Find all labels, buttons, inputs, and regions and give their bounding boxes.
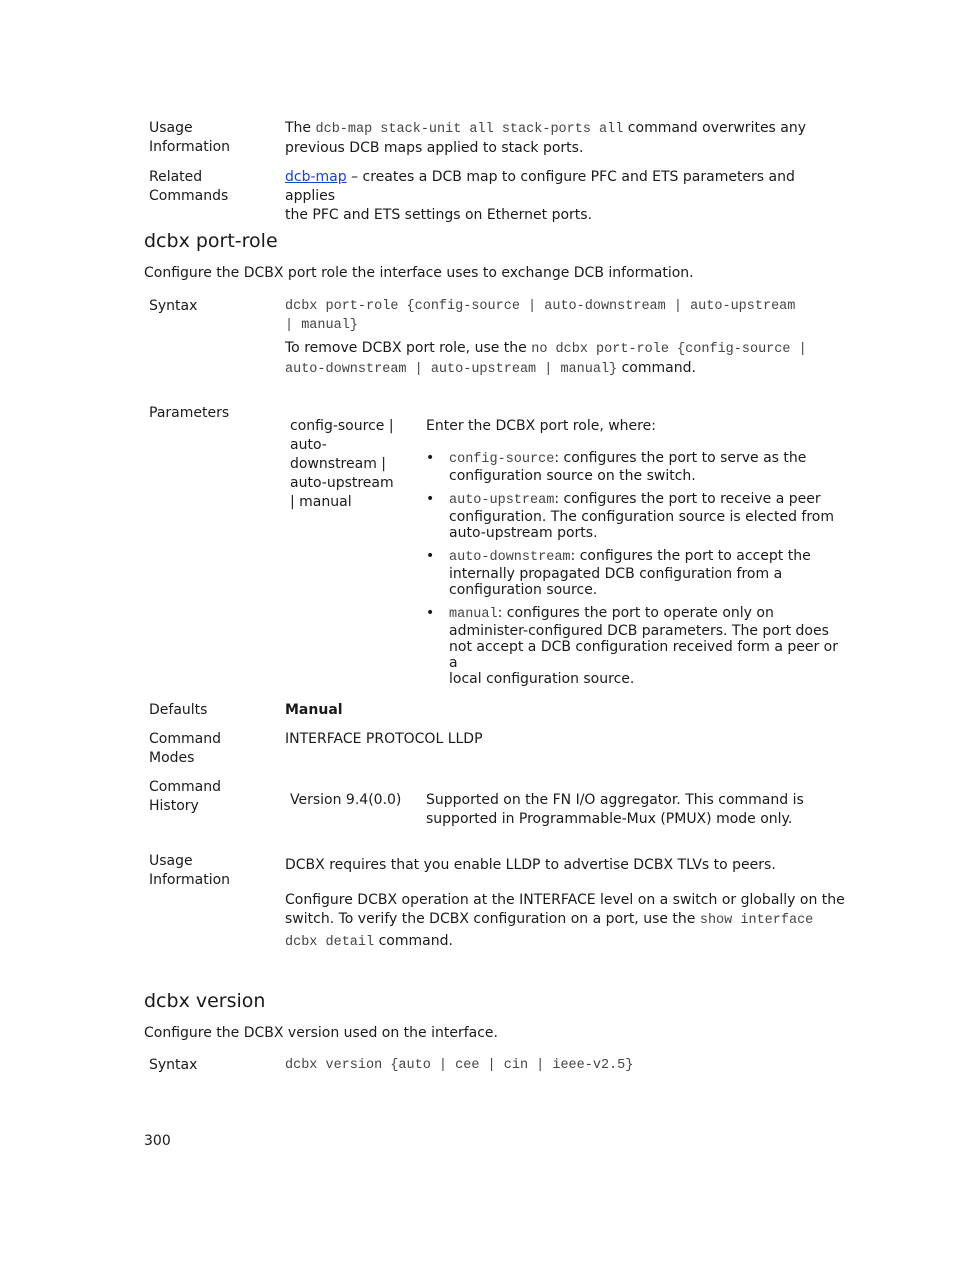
port-role-description: Configure the DCBX port role the interface uses to exchange DCB information. bbox=[144, 265, 694, 281]
text: internally propagated DCB configuration from a bbox=[449, 566, 783, 582]
text: configuration. The configuration source is elected from bbox=[449, 509, 834, 525]
parameter-description bbox=[426, 417, 846, 694]
parameter-name-line: | manual bbox=[290, 494, 352, 510]
syntax-label: Syntax bbox=[149, 298, 198, 314]
text: command overwrites any bbox=[623, 120, 807, 136]
text: administer-configured DCB parameters. The port does bbox=[449, 623, 829, 639]
section-title-port-role: dcbx port-role bbox=[144, 230, 278, 252]
bullet-icon: • bbox=[426, 491, 435, 507]
text: switch. To verify the DCBX configuration on a port, use the bbox=[285, 911, 700, 927]
usage-information-text bbox=[285, 856, 845, 952]
text: configuration source on the switch. bbox=[449, 468, 696, 484]
defaults-label: Defaults bbox=[149, 702, 208, 718]
inline-code: dcb-map stack-unit all stack-ports all bbox=[315, 122, 624, 137]
bullet-icon: • bbox=[426, 548, 435, 564]
history-description bbox=[426, 791, 846, 829]
parameter-bullet-list bbox=[426, 450, 846, 687]
inline-code: show interface bbox=[699, 913, 814, 928]
text: : configures the port to receive a peer bbox=[554, 491, 821, 507]
label-line: Commands bbox=[149, 188, 229, 204]
inline-code: no dcbx port-role {config-source | bbox=[531, 342, 807, 357]
label-line: Command bbox=[149, 731, 221, 747]
list-item bbox=[426, 450, 846, 484]
text: local configuration source. bbox=[449, 671, 635, 687]
bullet-icon: • bbox=[426, 450, 435, 466]
parameters-label: Parameters bbox=[149, 405, 230, 421]
text: Configure DCBX operation at the INTERFACE level on a switch or globally on the bbox=[285, 892, 845, 908]
dcb-map-link[interactable]: dcb-map bbox=[285, 169, 347, 185]
history-version: Version 9.4(0.0) bbox=[290, 792, 402, 808]
text: auto-upstream ports. bbox=[449, 525, 598, 541]
label-line: Command bbox=[149, 779, 221, 795]
list-item bbox=[426, 548, 846, 598]
parameter-name-line: config-source | bbox=[290, 418, 394, 434]
parameter-name-line: auto- bbox=[290, 437, 327, 453]
usage-information-label bbox=[149, 852, 230, 890]
label-line: Information bbox=[149, 872, 231, 888]
text: : configures the port to serve as the bbox=[554, 450, 807, 466]
usage-information-label bbox=[149, 119, 230, 157]
command-modes-value: INTERFACE PROTOCOL LLDP bbox=[285, 731, 483, 747]
text: The bbox=[285, 120, 316, 136]
text: previous DCB maps applied to stack ports. bbox=[285, 140, 584, 156]
parameter-name-line: auto-upstream bbox=[290, 475, 394, 491]
syntax-label: Syntax bbox=[149, 1057, 198, 1073]
usage-information-text bbox=[285, 119, 845, 158]
text: configuration source. bbox=[449, 582, 598, 598]
label-line: Usage bbox=[149, 120, 193, 136]
command-modes-label bbox=[149, 730, 221, 768]
related-commands-text bbox=[285, 168, 845, 225]
parameter-name bbox=[290, 417, 415, 512]
syntax-block bbox=[285, 297, 845, 379]
bullet-icon: • bbox=[426, 605, 435, 621]
inline-code: config-source bbox=[449, 452, 555, 467]
text: command. bbox=[374, 933, 453, 949]
text: To remove DCBX port role, use the bbox=[285, 340, 532, 356]
list-item bbox=[426, 491, 846, 541]
label-line: History bbox=[149, 798, 199, 814]
text: : configures the port to operate only on bbox=[497, 605, 774, 621]
text: Supported on the FN I/O aggregator. This command is bbox=[426, 792, 804, 808]
inline-code: auto-upstream bbox=[449, 493, 555, 508]
version-description: Configure the DCBX version used on the interface. bbox=[144, 1025, 498, 1041]
text: not accept a DCB configuration received form a peer or a bbox=[449, 639, 839, 671]
section-title-version: dcbx version bbox=[144, 990, 266, 1012]
text: : configures the port to accept the bbox=[570, 548, 811, 564]
inline-code: auto-downstream bbox=[449, 550, 571, 565]
text: command. bbox=[617, 360, 696, 376]
label-line: Usage bbox=[149, 853, 193, 869]
list-item bbox=[426, 605, 846, 687]
syntax-code: dcbx port-role {config-source | auto-downstream | auto-upstream bbox=[285, 299, 796, 314]
text: – creates a DCB map to configure PFC and ETS parameters and applies bbox=[285, 169, 795, 204]
text: the PFC and ETS settings on Ethernet ports. bbox=[285, 207, 593, 223]
page-number: 300 bbox=[144, 1133, 171, 1149]
text: DCBX requires that you enable LLDP to advertise DCBX TLVs to peers. bbox=[285, 857, 776, 873]
label-line: Related bbox=[149, 169, 203, 185]
syntax-code: dcbx version {auto | cee | cin | ieee-v2.5} bbox=[285, 1058, 634, 1073]
command-history-label bbox=[149, 778, 221, 816]
parameter-name-line: downstream | bbox=[290, 456, 387, 472]
text: supported in Programmable-Mux (PMUX) mode only. bbox=[426, 811, 793, 827]
inline-code: manual bbox=[449, 607, 498, 622]
inline-code: auto-downstream | auto-upstream | manual} bbox=[285, 362, 618, 377]
label-line: Modes bbox=[149, 750, 195, 766]
defaults-value: Manual bbox=[285, 702, 343, 718]
parameter-intro: Enter the DCBX port role, where: bbox=[426, 418, 656, 434]
related-commands-label bbox=[149, 168, 228, 206]
label-line: Information bbox=[149, 139, 231, 155]
syntax-code: | manual} bbox=[285, 318, 358, 333]
inline-code: dcbx detail bbox=[285, 935, 375, 950]
